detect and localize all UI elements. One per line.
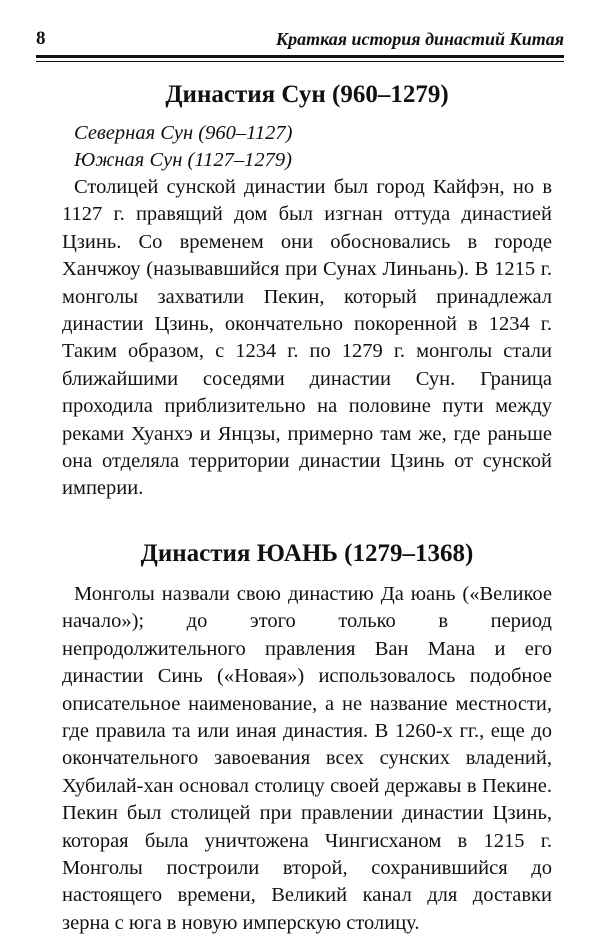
page-number: 8 [36, 28, 46, 49]
header-rule-thick [36, 55, 564, 58]
page-content [62, 78, 552, 937]
section-title: Династия Сун (960–1279) [165, 81, 449, 108]
body-paragraph: Монголы назвали свою династию Да юань («Великое начало»); до этого только в период непродолжительного правления Ван Мана и его династии Синь («Новая») использовалось подобное описательное наименование, а не название местности, где правила та или иная династия. В 1260-х гг., еще до окончательного завоевания всех сунских владений, Хубилай-хан основал столицу своей державы в Пекине. Пекин был столицей при правлении династии Цзинь, которая была уничтожена Чингисханом в 1215 г. Монголы построили второй, сохранившийся до настоящего времени, Великий канал для доставки зерна с юга в новую имперскую столицу. [62, 582, 552, 934]
section-yuan-dynasty [62, 537, 552, 937]
subtitle-northern-song: Северная Сун (960–1127) [74, 122, 293, 144]
running-head [36, 26, 564, 52]
subtitle-southern-song: Южная Сун (1127–1279) [74, 149, 292, 171]
section-song-dynasty [62, 78, 552, 503]
header-rule-thin [36, 61, 564, 62]
body-paragraph: Столицей сунской династии был город Кайфэн, но в 1127 г. правящий дом был изгнан оттуда династией Цзинь. Со временем они обосновались в городе Ханчжоу (называвшийся при Сунах Линьань). В 1215 г. монголы захватили Пекин, который принадлежал династии Цзинь, окончательно покоренной в 1234 г. Таким образом, с 1234 г. по 1279 г. монголы стали ближайшими соседями династии Сун. Граница проходила приблизительно на половине пути между реками Хуанхэ и Янцзы, примерно там же, где раньше она отделяла территории династии Цзинь от сунской империи. [62, 176, 552, 500]
section-title: Династия ЮАНЬ (1279–1368) [140, 539, 474, 567]
book-title: Краткая история династий Китая [275, 29, 564, 49]
